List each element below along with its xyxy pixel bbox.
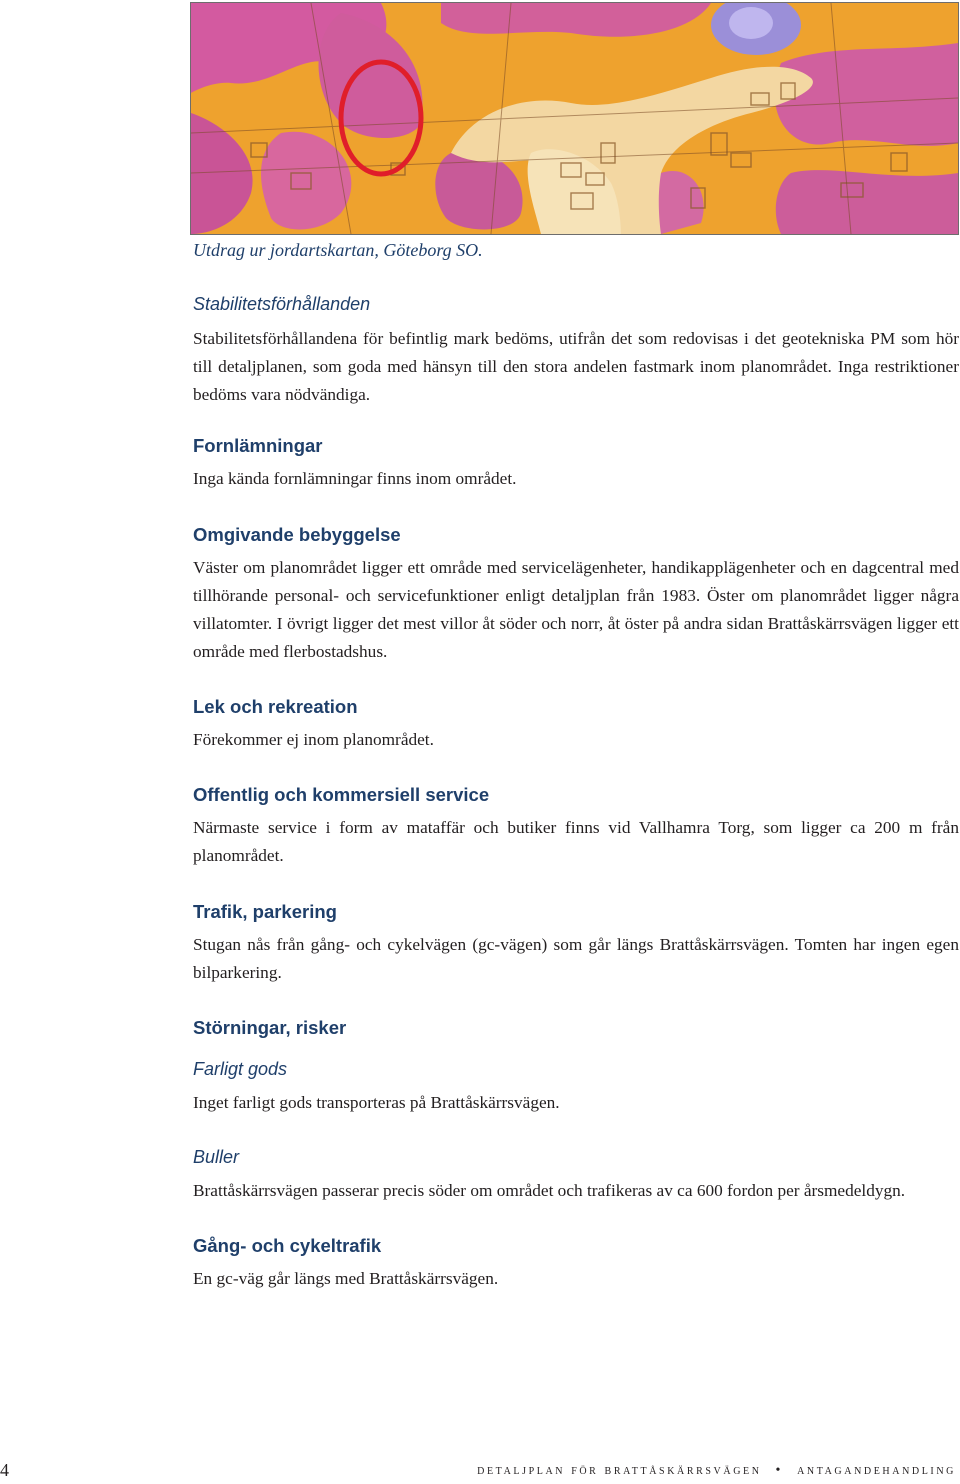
heading-service: Offentlig och kommersiell service <box>193 784 490 805</box>
heading-fornlamningar: Fornlämningar <box>193 435 323 456</box>
page-number: 4 <box>0 1460 9 1480</box>
map-caption: Utdrag ur jordartskartan, Göteborg SO. <box>193 240 483 260</box>
heading-stabilitet: Stabilitetsförhållanden <box>193 294 371 314</box>
paragraph-service: Närmaste service i form av mataffär och butiker finns vid Vallhamra Torg, som ligger ca 200 m från planområdet. <box>193 818 959 865</box>
footer-bullet: • <box>775 1463 784 1478</box>
soil-map-graphic <box>191 3 958 234</box>
paragraph-omgivande: Väster om planområdet ligger ett område med servicelägenheter, handikapplägenheter och en dagcentral med tillhörande personal- och servicefunktioner enligt detaljplan från 1983. Öster om planområdet ligger några villatomter. I övrigt ligger det mest villor åt söder och norr, åt öster på andra sidan Brattåskärrsvägen ligger ett område med flerbostadshus. <box>193 558 959 661</box>
paragraph-farligt-gods: Inget farligt gods transporteras på Brattåskärrsvägen. <box>193 1093 560 1112</box>
footer-title-left: detaljplan för brattåskärrsvägen <box>477 1463 762 1478</box>
heading-omgivande: Omgivande bebyggelse <box>193 524 401 545</box>
paragraph-buller: Brattåskärrsvägen passerar precis söder om området och trafikeras av ca 600 fordon per årsmedeldygn. <box>193 1181 906 1200</box>
paragraph-gang-cykel: En gc-väg går längs med Brattåskärrsvägen. <box>193 1269 499 1288</box>
heading-gang-cykel: Gång- och cykeltrafik <box>193 1235 382 1256</box>
paragraph-trafik: Stugan nås från gång- och cykelvägen (gc-vägen) som går längs Brattåskärrsvägen. Tomten har ingen egen bilparkering. <box>193 935 959 982</box>
soil-map-excerpt <box>190 2 959 235</box>
paragraph-fornlamningar: Inga kända fornlämningar finns inom området. <box>193 469 517 488</box>
heading-lek: Lek och rekreation <box>193 696 358 717</box>
paragraph-lek: Förekommer ej inom planområdet. <box>193 730 434 749</box>
page-footer <box>0 1460 960 1484</box>
footer-title-right: antagandehandling <box>797 1463 956 1478</box>
heading-farligt-gods: Farligt gods <box>193 1059 288 1079</box>
main-content <box>193 294 959 1293</box>
heading-storningar: Störningar, risker <box>193 1017 347 1038</box>
paragraph-stabilitet: Stabilitetsförhållandena för befintlig mark bedöms, utifrån det som redovisas i det geotekniska PM som hör till detaljplanen, som goda med hänsyn till den stora andelen fastmark inom planområdet. Inga restriktioner bedöms vara nödvändiga. <box>193 329 959 404</box>
heading-trafik: Trafik, parkering <box>193 901 337 922</box>
footer-document-title <box>477 1463 956 1479</box>
heading-buller: Buller <box>193 1147 240 1167</box>
